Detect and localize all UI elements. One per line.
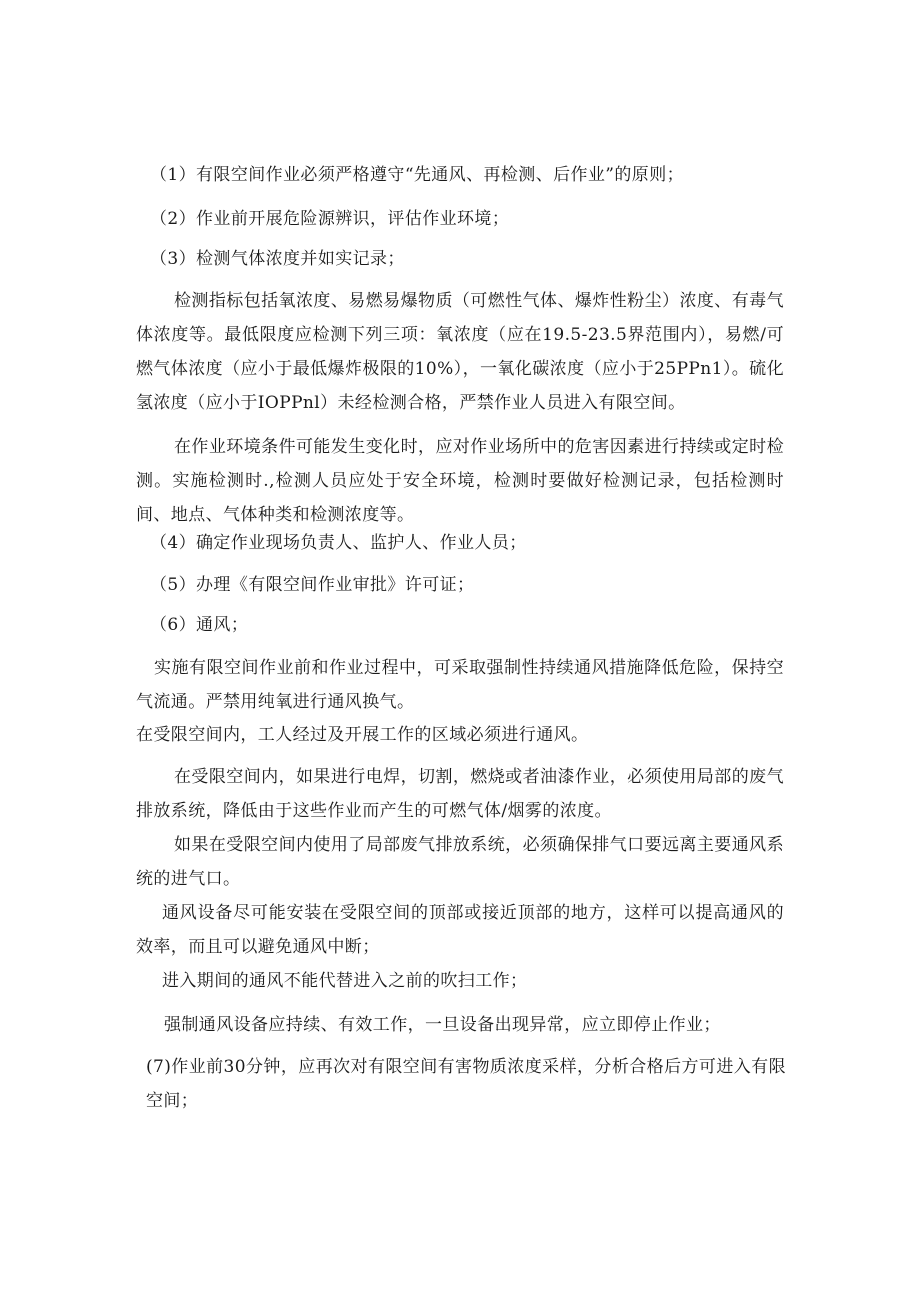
paragraph-continuous-detection: 在作业环境条件可能发生变化时，应对作业场所中的危害因素进行持续或定时检测。实施检测时.,检测人员应处于安全环境，检测时要做好检测记录，包括检测时间、地点、气体种类和检测浓度等。 [136, 437, 784, 525]
item-1-ventilate-detect-principle: （1）有限空间作业必须严格遵守“先通风、再检测、后作业”的原则； [150, 165, 684, 185]
item-3-gas-detection: （3）检测气体浓度并如实记录； [150, 249, 405, 269]
item-2-hazard-identification: （2）作业前开展危险源辨识，评估作业环境； [150, 209, 510, 229]
item-6-ventilation: （6）通风； [150, 615, 249, 635]
paragraph-forced-ventilation: 实施有限空间作业前和作业过程中，可采取强制性持续通风措施降低危险，保持空气流通。严禁用纯氧进行通风换气。 [136, 658, 784, 712]
line-forced-ventilation-equipment: 强制通风设备应持续、有效工作，一旦设备出现异常，应立即停止作业； [164, 1015, 721, 1035]
paragraph-detection-indicators: 检测指标包括氧浓度、易燃易爆物质（可燃性气体、爆炸性粉尘）浓度、有毒气体浓度等。最低限度应检测下列三项：氧浓度（应在19.5-23.5界范围内），易燃/可燃气体浓度（应小于最低爆炸极限的10%），一氧化碳浓度（应小于25PPn1）。硫化氢浓度（应小于IOPPnl）未经检测合格，严禁作业人员进入有限空间。 [136, 291, 784, 413]
paragraph-welding-exhaust: 在受限空间内，如果进行电焊，切割，燃烧或者油漆作业，必须使用局部的废气排放系统，降低由于这些作业而产生的可燃气体/烟雾的浓度。 [136, 767, 784, 821]
line-worker-area-ventilation: 在受限空间内，工人经过及开展工作的区域必须进行通风。 [136, 725, 589, 745]
paragraph-equipment-placement: 通风设备尽可能安装在受限空间的顶部或接近顶部的地方，这样可以提高通风的效率，而且可以避免通风中断； [136, 903, 784, 957]
paragraph-item-7-resampling: (7)作业前30分钟，应再次对有限空间有害物质浓度采样，分析合格后方可进入有限空间； [146, 1057, 786, 1111]
item-4-assign-personnel: （4）确定作业现场负责人、监护人、作业人员； [150, 533, 527, 553]
line-purge-not-replaced: 进入期间的通风不能代替进入之前的吹扫工作； [162, 971, 528, 991]
paragraph-exhaust-outlet: 如果在受限空间内使用了局部废气排放系统，必须确保排气口要远离主要通风系统的进气口。 [136, 835, 784, 889]
item-5-work-permit: （5）办理《有限空间作业审批》许可证； [150, 575, 475, 595]
